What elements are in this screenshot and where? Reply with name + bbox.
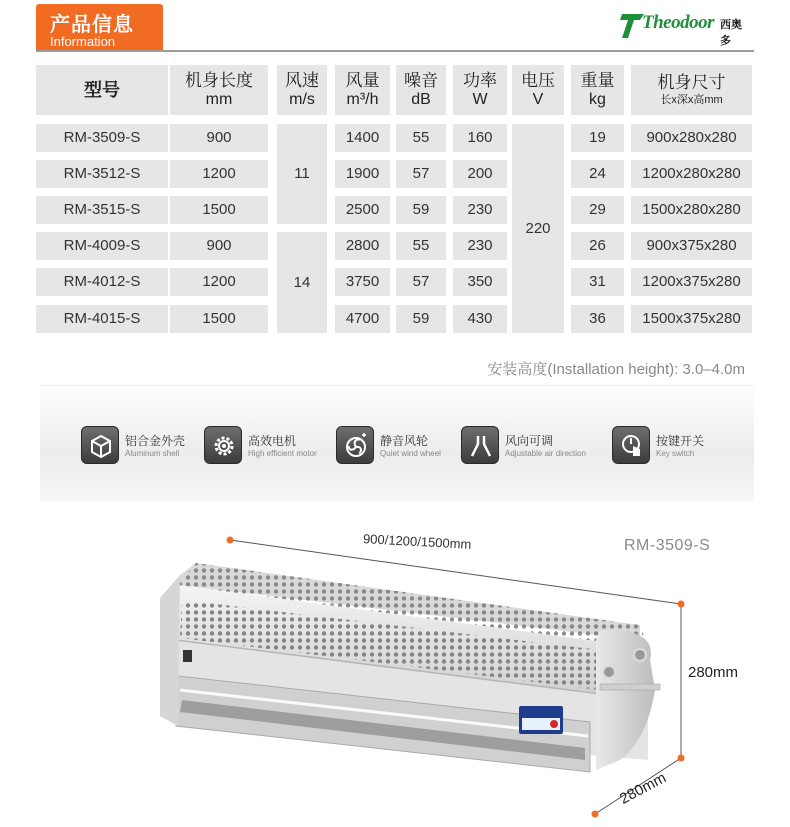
- cell-size: 1200x280x280: [631, 160, 752, 188]
- logo-text: Theodoor: [642, 12, 714, 33]
- cell-weight: 31: [571, 268, 624, 296]
- th-noise: 噪音 dB: [396, 65, 446, 115]
- cell-length: 900: [170, 232, 268, 260]
- cell-size: 1500x280x280: [631, 196, 752, 224]
- cell-weight: 24: [571, 160, 624, 188]
- cell-airflow: 3750: [335, 268, 390, 296]
- cell-airflow: 2500: [335, 196, 390, 224]
- cell-length: 1200: [170, 160, 268, 188]
- cell-noise: 57: [396, 160, 446, 188]
- cell-airflow: 1900: [335, 160, 390, 188]
- feature-subtitle: Key switch: [656, 449, 695, 458]
- cell-weight: 19: [571, 124, 624, 152]
- logo-cn: 西奥多: [720, 18, 742, 47]
- feature-subtitle: Quiet wind wheel: [380, 449, 441, 458]
- th-speed: 风速 m/s: [277, 65, 327, 115]
- cell-model: RM-3509-S: [36, 124, 168, 152]
- cell-airflow: 1400: [335, 124, 390, 152]
- cell-power: 160: [453, 124, 507, 152]
- cell-airflow: 4700: [335, 305, 390, 333]
- cell-model: RM-3515-S: [36, 196, 168, 224]
- cell-power: 230: [453, 196, 507, 224]
- cell-voltage: 220: [512, 124, 564, 333]
- th-size: 机身尺寸 长x深x高mm: [631, 65, 752, 115]
- cell-model: RM-4015-S: [36, 305, 168, 333]
- th-power: 功率 W: [453, 65, 507, 115]
- cell-noise: 59: [396, 305, 446, 333]
- cell-power: 200: [453, 160, 507, 188]
- cell-length: 1500: [170, 305, 268, 333]
- feature-title: 风向可调: [505, 434, 554, 448]
- install-height-note: 安装高度(Installation height): 3.0–4.0m: [487, 361, 745, 378]
- cell-airflow: 2800: [335, 232, 390, 260]
- cell-power: 230: [453, 232, 507, 260]
- feature-title: 高效电机: [248, 434, 297, 448]
- dim-height-label: 280mm: [688, 664, 739, 681]
- feature-title: 按键开关: [656, 434, 705, 448]
- feature-subtitle: High efficient motor: [248, 449, 317, 458]
- section-subtitle: Information: [50, 34, 116, 49]
- cell-power: 350: [453, 268, 507, 296]
- cell-weight: 36: [571, 305, 624, 333]
- product-model-label: RM-3509-S: [624, 537, 711, 554]
- cell-length: 1200: [170, 268, 268, 296]
- cell-noise: 55: [396, 232, 446, 260]
- cell-size: 1200x375x280: [631, 268, 752, 296]
- cell-size: 900x375x280: [631, 232, 752, 260]
- cell-length: 1500: [170, 196, 268, 224]
- dim-length-label: 900/1200/1500mm: [362, 531, 472, 552]
- cell-length: 900: [170, 124, 268, 152]
- dim-depth-label: 280mm: [616, 769, 670, 808]
- th-voltage: 电压 V: [512, 65, 564, 115]
- cell-size: 900x280x280: [631, 124, 752, 152]
- cell-weight: 26: [571, 232, 624, 260]
- cell-speed-group1: 11: [277, 124, 327, 224]
- cell-noise: 55: [396, 124, 446, 152]
- feature-title: 静音风轮: [380, 434, 429, 448]
- cell-model: RM-4012-S: [36, 268, 168, 296]
- cell-speed-group2: 14: [277, 232, 327, 333]
- th-weight: 重量 kg: [571, 65, 624, 115]
- cell-size: 1500x375x280: [631, 305, 752, 333]
- cell-noise: 59: [396, 196, 446, 224]
- th-airflow: 风量 m³/h: [335, 65, 390, 115]
- cell-model: RM-4009-S: [36, 232, 168, 260]
- th-model: 型号: [36, 65, 168, 115]
- feature-title: 铝合金外壳: [125, 434, 186, 448]
- th-length: 机身长度 mm: [170, 65, 268, 115]
- cell-weight: 29: [571, 196, 624, 224]
- cell-power: 430: [453, 305, 507, 333]
- feature-subtitle: Aluminum shell: [125, 449, 180, 458]
- section-title: 产品信息: [50, 12, 134, 36]
- cell-noise: 57: [396, 268, 446, 296]
- air-curtain-unit: [160, 563, 660, 772]
- cell-model: RM-3512-S: [36, 160, 168, 188]
- feature-subtitle: Adjustable air direction: [505, 449, 586, 458]
